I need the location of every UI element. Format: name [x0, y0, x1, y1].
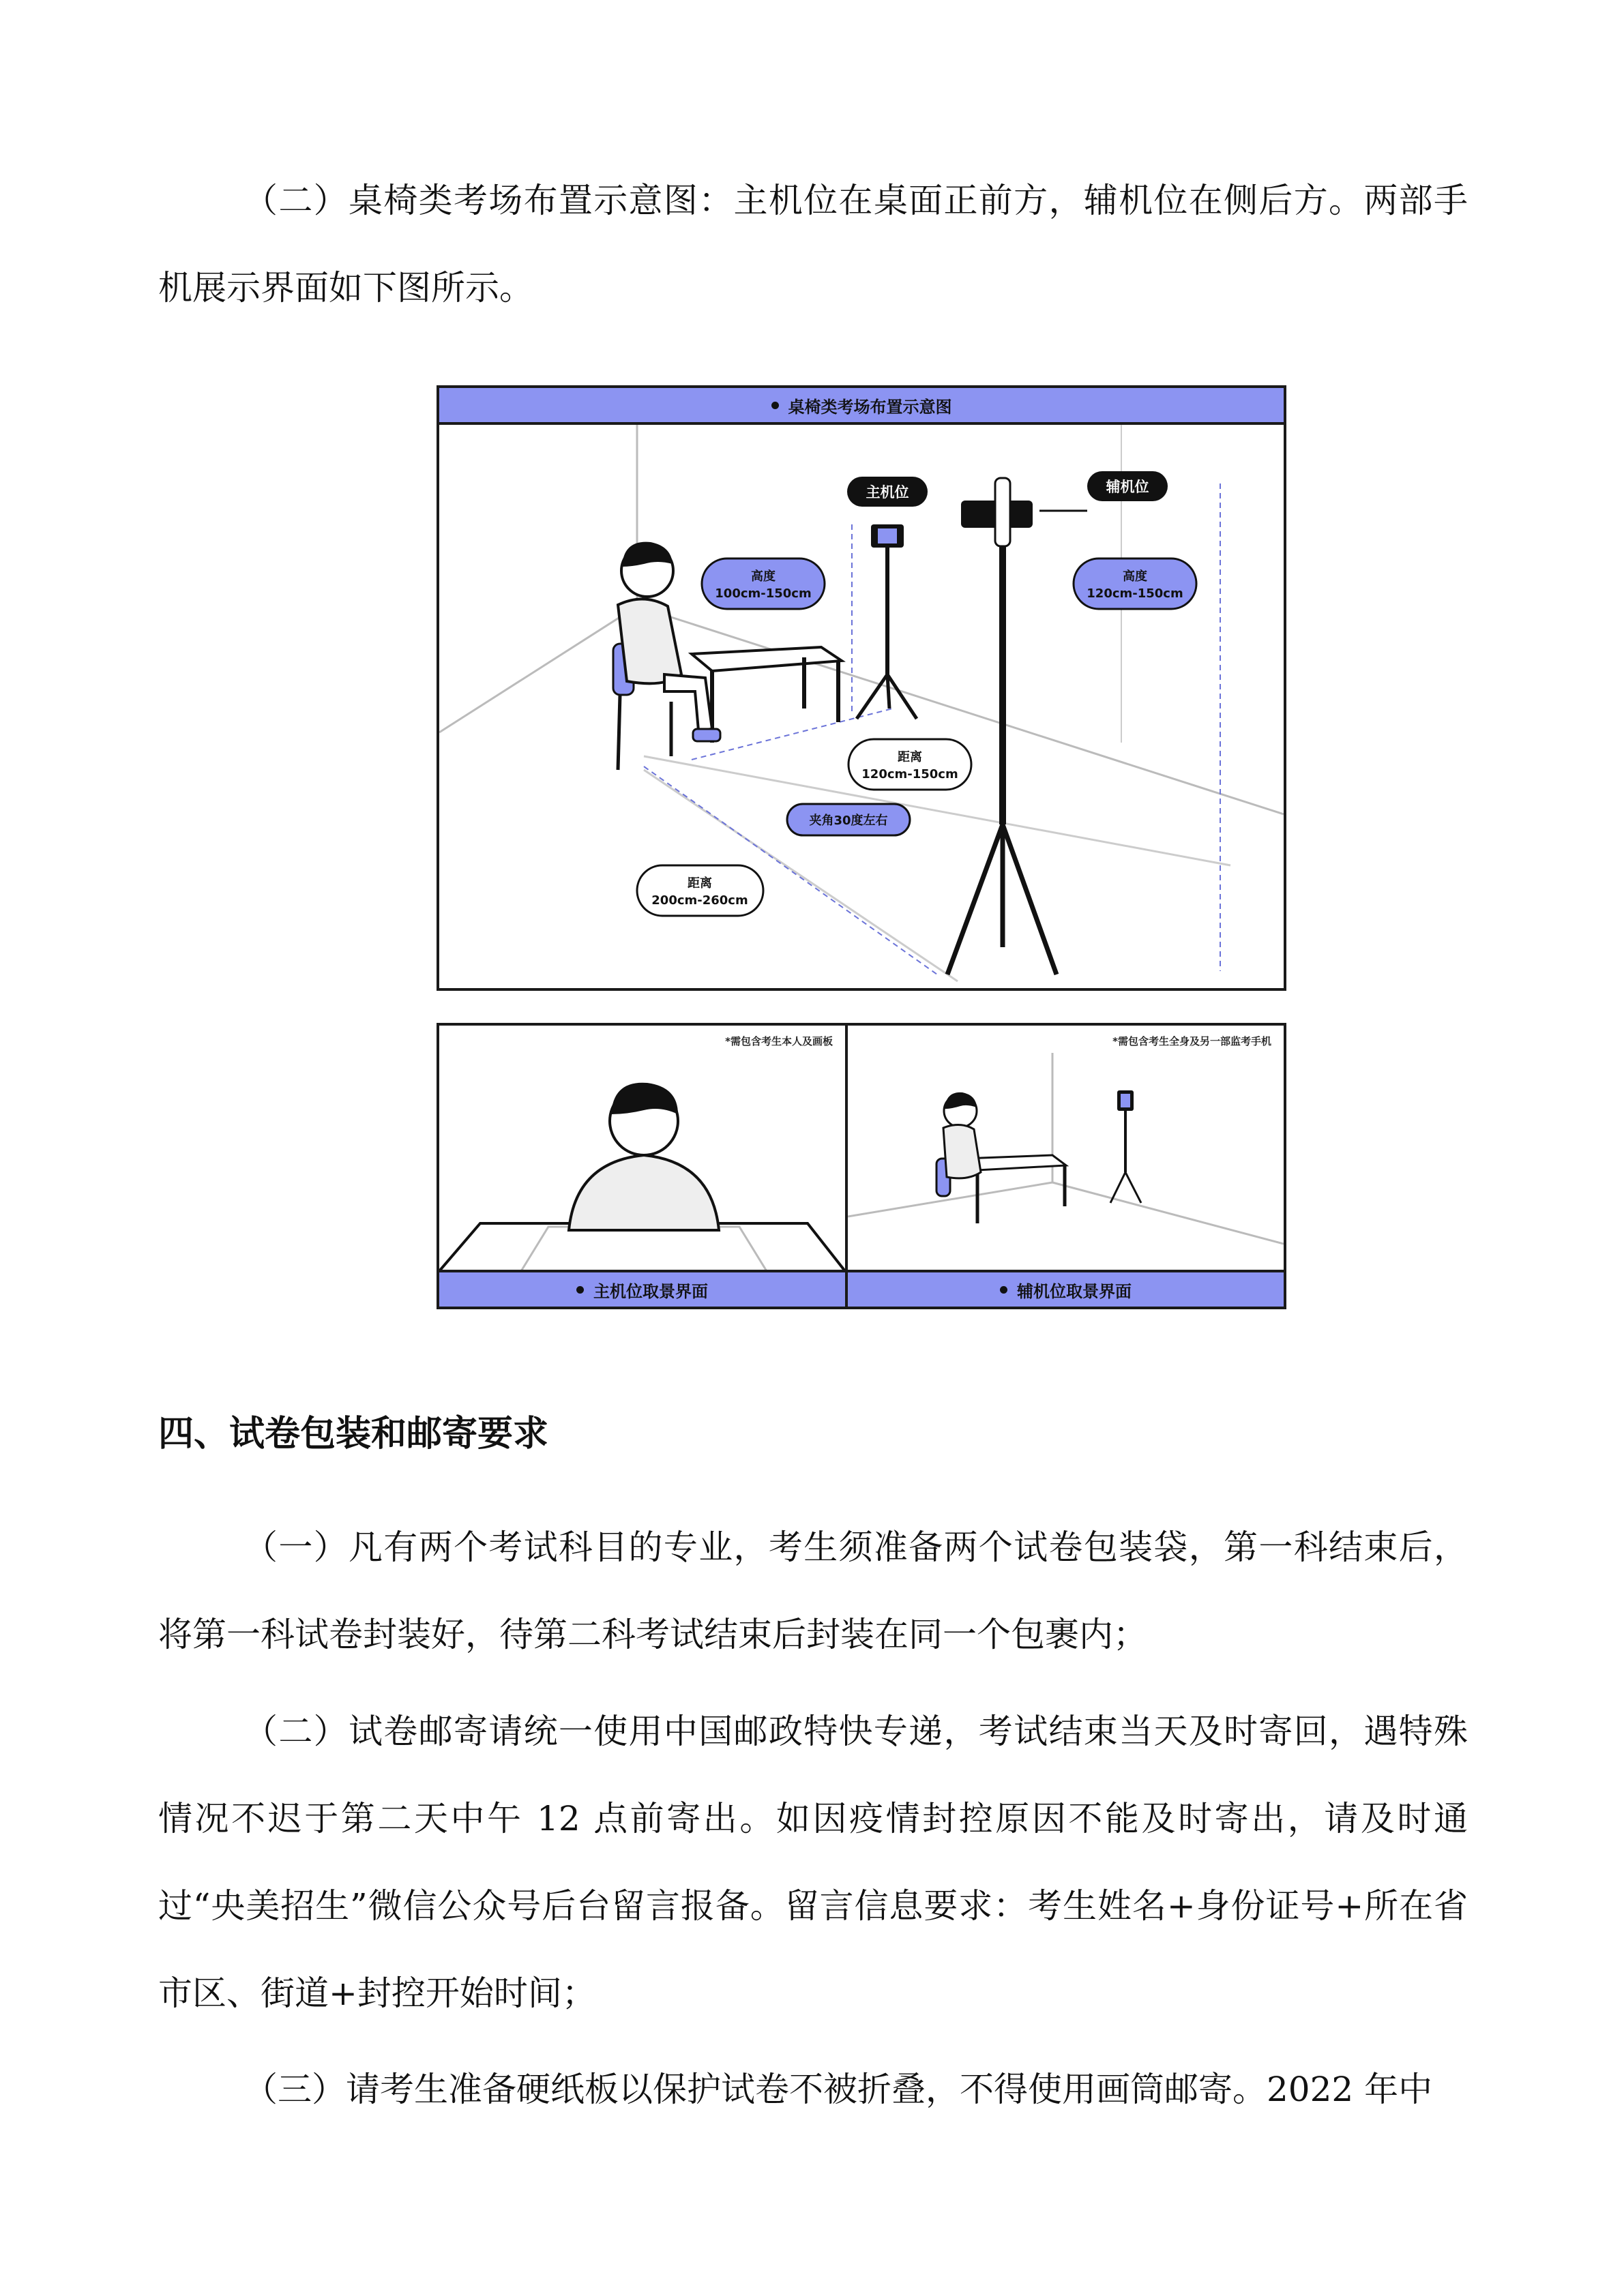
aux-view-caption-bar [848, 1270, 1284, 1307]
layout-diagram-title: 桌椅类考场布置示意图 [788, 397, 952, 417]
layout-diagram [437, 385, 1286, 991]
height-main-value: 100cm-150cm [715, 586, 812, 601]
distance-far-title: 距离 [688, 876, 712, 891]
height-aux-title: 高度 [1123, 569, 1147, 584]
main-view-caption-bar [439, 1270, 845, 1307]
main-view-illustration [439, 1026, 845, 1271]
layout-illustration [439, 388, 1284, 988]
aux-view-caption: 辅机位取景界面 [1017, 1281, 1132, 1301]
aux-view-panel [845, 1023, 1286, 1309]
requirement-item-2: （二）试卷邮寄请统一使用中国邮政特快专递，考试结束当天及时寄回，遇特殊情况不迟于第二天中午 12 点前寄出。如因疫情封控原因不能及时寄出，请及时通过“央美招生”微信公众号后台留言报备。留言信息要求：考生姓名+身份证号+所在省市区、街道+封控开始时间； [158, 1712, 1468, 2013]
main-camera-label: 主机位 [866, 484, 909, 501]
requirement-item-1: （一）凡有两个考试科目的专业，考生须准备两个试卷包装袋，第一科结束后，将第一科试卷封装好，待第二科考试结束后封装在同一个包裹内； [158, 1527, 1468, 1654]
distance-near-value: 120cm-150cm [861, 767, 958, 781]
aux-view-note: *需包含考生全身及另一部监考手机 [1112, 1035, 1271, 1047]
main-view-caption: 主机位取景界面 [593, 1281, 708, 1301]
distance-far-value: 200cm-260cm [651, 893, 748, 908]
bullet-icon [1000, 1286, 1007, 1294]
angle-label: 夹角30度左右 [809, 814, 888, 828]
bullet-icon [576, 1286, 584, 1294]
aux-camera-label: 辅机位 [1106, 479, 1149, 495]
intro-paragraph: （二）桌椅类考场布置示意图：主机位在桌面正前方，辅机位在侧后方。两部手机展示界面如下图所示。 [158, 181, 1468, 308]
distance-near-title: 距离 [898, 750, 922, 764]
main-view-panel [437, 1023, 848, 1309]
height-aux-value: 120cm-150cm [1087, 586, 1183, 601]
height-main-title: 高度 [751, 569, 776, 584]
main-view-note: *需包含考生本人及画板 [725, 1035, 833, 1047]
requirement-item-3: （三）请考生准备硬纸板以保护试卷不被折叠，不得使用画筒邮寄。2022 年中 [243, 2070, 1433, 2109]
section-four-heading: 四、试卷包装和邮寄要求 [158, 1414, 549, 1455]
aux-view-illustration [848, 1026, 1284, 1271]
